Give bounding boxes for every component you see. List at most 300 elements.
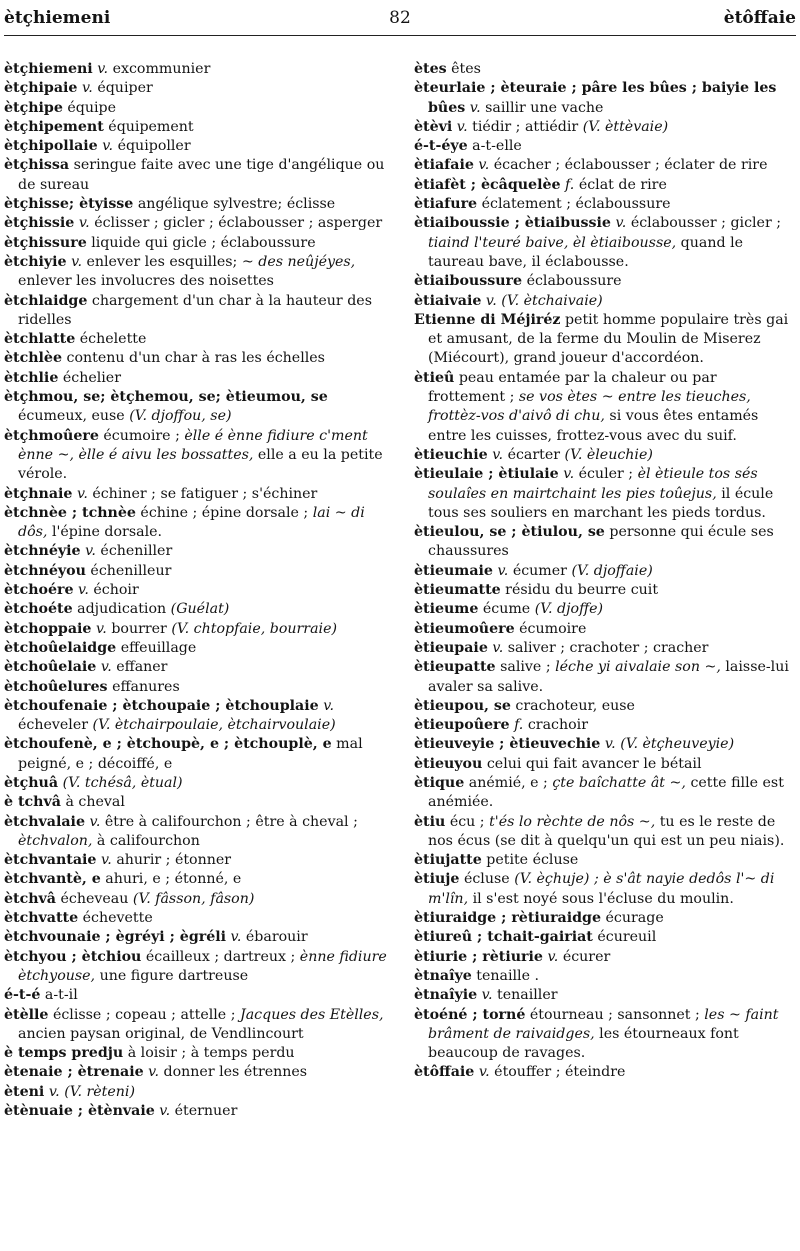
definition: écarter [507,446,561,463]
dictionary-entry [4,928,392,947]
dictionary-entry [4,1006,392,1045]
dictionary-entry [414,60,794,79]
definition: crachoir [527,717,588,734]
headword: ètiuraidge ; rètiuraidge [414,910,602,927]
translation: elle a eu la petite vérole. [18,446,383,483]
grammar-label: v. [85,543,96,560]
dictionary-entry [4,562,392,581]
definition: éternuer [174,1103,238,1120]
headword: ètchnéyou [4,562,86,579]
dictionary-entry [414,562,794,581]
dictionary-entry [4,870,392,889]
grammar-label: v. [71,253,82,270]
dictionary-entry [414,986,794,1005]
dictionary-entry [4,504,392,543]
definition: petit homme populaire très gai et amusant, de la ferme du Moulin de Miserez (Miécourt), grand joueur d'accordéon. [428,311,789,367]
definition: effanures [112,678,180,695]
dictionary-entry [414,967,794,986]
headword: ètieupatte [414,659,496,676]
dictionary-entry [4,793,392,812]
grammar-label: v. [100,852,112,869]
headword: ètçhmoûere [4,427,99,444]
definition: ahurir ; étonner [116,852,232,869]
headword: ètieulaie ; ètiulaie [414,466,559,483]
headword: Etienne di Méjiréz [414,311,561,328]
headword: ètiafaie [414,157,474,174]
definition: éculer ; [578,466,634,483]
definition: seringue faite avec une tige d'angélique ou de sureau [18,157,385,193]
example: (V. fâsson, fâson) [132,890,255,907]
headword: ètchvâ [4,890,56,907]
definition: petite écluse [486,852,579,869]
headword: é-t-éye [414,138,468,155]
definition: écheveau [60,890,129,907]
dictionary-entry [4,1083,392,1102]
headword: ètieupou, se [414,697,511,714]
dictionary-entry [414,658,794,697]
dictionary-entry [4,60,392,79]
definition: saliver ; crachoter ; cracher [507,639,709,656]
example: ~ des neûjéyes, [241,253,356,270]
definition: à loisir ; à temps perdu [127,1045,295,1062]
dictionary-entry [414,755,794,774]
dictionary-entry [414,465,794,523]
dictionary-entry [414,369,794,446]
example: se vos ètes ~ entre les tieuches, frottèz-vos d'aivô di chu, [428,389,751,425]
dictionary-entry [4,369,392,388]
headword: ètçhissa [4,157,70,174]
definition: écurage [605,910,664,927]
grammar-label: v. [78,215,90,232]
definition: a-t-il [44,987,78,1004]
dictionary-entry [4,349,392,368]
grammar-label: v. [547,948,559,965]
definition: excommunier [112,61,211,77]
headword: ètiaiboussure [414,273,523,290]
example: ètchvalon, [18,832,93,849]
headword: ètçhissure [4,234,87,251]
headword: ètieupoûere [414,717,510,734]
example: (V. djoffe) [534,601,604,618]
definition: échelier [62,369,121,386]
headword: ètes [414,61,447,77]
definition: échevette [82,910,153,927]
dictionary-entry [414,928,794,947]
dictionary-entry [414,311,794,369]
dictionary-entry [4,214,392,233]
headword: ètiaivaie [414,292,482,309]
definition: écumer [512,562,567,579]
dictionary-entry [4,388,392,427]
headword: ètieumoûere [414,620,515,637]
example: Jacques des Etèlles, [240,1006,384,1023]
left-column [4,60,392,1121]
example: lai ~ di dôs, [18,504,365,541]
dictionary-entry [4,485,392,504]
grammar-label: v. [100,659,112,676]
dictionary-entry [414,272,794,291]
definition: être à califourchon ; être à cheval ; [104,813,358,830]
definition: ébarouir [245,929,308,946]
definition: écumoire ; [103,427,180,444]
headword: ètieulou, se ; ètiulou, se [414,524,605,541]
definition: éclaboussure [526,273,622,290]
example: léche yi aivalaie son ~, [555,659,721,676]
definition: mal peigné, e ; décoiffé, e [18,736,363,772]
grammar-label: v. [97,61,109,77]
dictionary-entry [414,1063,794,1082]
example: (V. rèteni) [64,1083,135,1100]
dictionary-entry [414,620,794,639]
example: (V. djoffou, se) [129,408,232,425]
headword: ètiuje [414,871,460,888]
grammar-label: v. [78,582,89,599]
definition: enlever les esquilles; [86,253,238,270]
definition: écu ; [449,813,485,830]
example: (Guélat) [170,601,230,618]
example: les ~ faint brâment de raivaidges, [428,1006,779,1042]
headword: èteurlaie ; èteuraie ; pâre les bûes ; baiyie les bûes [414,80,777,116]
headword: ètçhuâ [4,774,59,791]
definition: équiper [97,80,153,97]
translation: cette fille est anémiée. [428,774,784,811]
dictionary-entry [4,99,392,118]
grammar-label: v. [159,1103,171,1120]
definition: écureuil [597,929,657,946]
definition: ahuri, e ; étonné, e [105,871,242,888]
grammar-label: v. [148,1064,160,1081]
headword: ètçhisse; ètyisse [4,196,134,213]
headword: ètchnèe ; tchnèe [4,504,136,521]
headword: ètchlèe [4,350,62,367]
dictionary-entry [4,678,392,697]
headword: ètçhipement [4,118,104,135]
definition: peau entamée par la chaleur ou par frottement ; [428,369,717,406]
example: t'és lo rèchte de nôs ~, [489,813,656,830]
grammar-label: v. [563,466,575,483]
dictionary-entry [4,137,392,156]
headword: ètôffaie [414,1064,475,1081]
headword: ètnaîye [414,967,472,984]
dictionary-entry [4,909,392,928]
headword: ètieuyou [414,755,483,772]
headword: ètçhipaie [4,80,78,97]
translation: il écule tous ses souliers en marchant les pieds tordus. [428,485,774,521]
definition: contenu d'un char à ras les échelles [66,350,325,367]
dictionary-entry [414,735,794,754]
headword: ètieume [414,601,479,618]
headword: ètchnéyie [4,543,81,560]
definition: écumeux, euse [18,408,125,425]
grammar-label: f. [565,176,575,193]
page-number: 82 [389,8,411,28]
translation: laisse-lui avaler sa salive. [428,659,789,695]
definition: éclatement ; éclaboussure [481,196,671,213]
definition: tenailler [497,987,558,1004]
headword: ètènuaie ; ètènvaie [4,1103,155,1120]
definition: celui qui fait avancer le bétail [486,755,702,772]
definition: éclisser ; gicler ; éclabousser ; asperger [94,215,383,232]
dictionary-entry [414,870,794,909]
headword: ètchvounaie ; ègréyi ; ègréli [4,929,227,946]
definition: écume [482,601,531,618]
headword: ètchoéte [4,601,73,618]
headword: ètiujatte [414,852,482,869]
definition: écacher ; éclabousser ; éclater de rire [493,157,768,174]
grammar-label: v. [492,446,504,463]
headword: ètchlatte [4,331,76,348]
dictionary-entry [4,658,392,677]
headword: ètchvatte [4,910,79,927]
headword: ètieumaie [414,562,493,579]
dictionary-entry [414,851,794,870]
grammar-label: v. [102,138,114,155]
dictionary-entry [414,813,794,852]
definition: êtes [451,61,481,77]
header-last-headword: ètôffaie [723,8,796,28]
dictionary-entry [414,176,794,195]
grammar-label: v. [485,292,497,309]
definition: échoir [93,582,139,599]
grammar-label: v. [230,929,242,946]
dictionary-entry [4,735,392,774]
headword: è tchvâ [4,794,61,811]
grammar-label: v. [492,639,504,656]
translation: les étourneaux font beaucoup de ravages. [428,1025,739,1062]
definition: effaner [116,659,168,676]
right-column [414,60,794,1083]
translation: ancien paysan original, de Vendlincourt [18,1025,304,1042]
headword: ètiureû ; tchait-gairiat [414,929,593,946]
definition: équipoller [117,138,191,155]
dictionary-entry [4,118,392,137]
headword: ètiafure [414,196,478,213]
definition: crachoteur, euse [515,697,635,714]
definition: a-t-elle [472,138,522,155]
headword: ètnaîyie [414,987,478,1004]
headword: ètchoppaie [4,620,92,637]
grammar-label: v. [456,118,468,135]
dictionary-entry [414,292,794,311]
definition: tiédir ; attiédir [472,118,579,135]
dictionary-entry [4,600,392,619]
headword: ètçhnaie [4,485,73,502]
example: tiaind l'teuré baive, èl ètiaibousse, [428,234,677,251]
header-rule [4,35,796,36]
definition: écailleux ; dartreux ; [145,948,296,965]
dictionary-entry [414,1006,794,1064]
header-first-headword: ètçhiemeni [4,8,111,28]
dictionary-entry [4,427,392,485]
dictionary-entry [414,137,794,156]
headword: ètieupaie [414,639,488,656]
definition: échenilleur [90,562,172,579]
page-header [4,6,796,34]
grammar-label: v. [604,736,616,753]
dictionary-entry [4,234,392,253]
example: (V. djoffaie) [571,562,653,579]
definition: angélique sylvestre; éclisse [137,196,336,213]
translation: il s'est noyé sous l'écluse du moulin. [472,890,734,907]
headword: ètiafèt ; ècâquelèe [414,176,561,193]
headword: ètèlle [4,1006,49,1023]
translation: si vous êtes entamés entre les cuisses, frottez-vous avec du suif. [428,408,759,444]
headword: è temps predju [4,1045,124,1062]
headword: ètieû [414,369,455,386]
definition: étouffer ; éteindre [494,1064,626,1081]
definition: bourrer [111,620,167,637]
dictionary-entry [414,118,794,137]
headword: èteni [4,1083,45,1100]
dictionary-entry [4,986,392,1005]
definition: équipement [108,118,194,135]
definition: à cheval [65,794,125,811]
translation: une figure dartreuse [99,967,249,984]
headword: ètçhiemeni [4,61,93,77]
dictionary-entry [414,716,794,735]
grammar-label: v. [478,1064,490,1081]
dictionary-entry [4,813,392,852]
headword: ètchvantè, e [4,871,101,888]
grammar-label: v. [81,80,93,97]
definition: éclabousser ; gicler ; [630,215,782,232]
dictionary-entry [4,851,392,870]
headword: ètçhissie [4,215,75,232]
translation: tu es le reste de nos écus (se dit à quelqu'un qui est un peu niais). [428,813,785,849]
example: (V. èttèvaie) [582,118,669,135]
dictionary-entry [414,600,794,619]
definition: chargement d'un char à la hauteur des ridelles [18,292,372,328]
dictionary-entry [4,195,392,214]
dictionary-entry [4,1044,392,1063]
translation: enlever les involucres des noisettes [18,273,274,290]
dictionary-entry [4,620,392,639]
definition: écheniller [100,543,173,560]
definition: écheveler [18,717,89,734]
dictionary-entry [414,523,794,562]
definition: anémié, e ; [468,774,548,791]
dictionary-entry [4,292,392,331]
dictionary-entry [414,156,794,175]
headword: ètçhipe [4,99,63,116]
definition: éclat de rire [578,176,667,193]
definition: personne qui écule ses chaussures [428,524,774,560]
headword: ètèvi [414,118,453,135]
definition: adjudication [77,601,167,618]
dictionary-entry [4,639,392,658]
grammar-label: v. [497,562,509,579]
headword: ètiaiboussie ; ètiaibussie [414,215,611,232]
headword: ètique [414,774,465,791]
dictionary-entry [414,639,794,658]
dictionary-entry [414,948,794,967]
headword: ètchoûelures [4,678,108,695]
headword: ètchiyie [4,253,67,270]
translation: l'épine dorsale. [51,524,163,541]
grammar-label: v. [76,485,88,502]
dictionary-entry [4,330,392,349]
definition: échine ; épine dorsale ; [140,504,309,521]
dictionary-entry [4,697,392,736]
grammar-label: v. [615,215,627,232]
headword: ètchoûelaidge [4,639,117,656]
headword: ètoéné ; torné [414,1006,526,1023]
grammar-label: v. [95,620,107,637]
headword: ètchoére [4,582,74,599]
grammar-label: v. [89,813,101,830]
example: (V. ètchaivaie) [501,292,603,309]
definition: donner les étrennes [163,1064,308,1081]
dictionary-entry [4,253,392,292]
translation: à califourchon [96,832,200,849]
headword: ètieumatte [414,582,501,599]
definition: écluse [463,871,510,888]
dictionary-entry [4,156,392,195]
dictionary-entry [414,581,794,600]
example: (V. chtopfaie, bourraie) [171,620,338,637]
headword: ètchoufenaie ; ètchoupaie ; ètchouplaie [4,697,319,714]
grammar-label: v. [478,157,490,174]
definition: effeuillage [120,639,197,656]
dictionary-entry [414,774,794,813]
headword: é-t-é [4,987,41,1004]
dictionary-entry [414,79,794,118]
example: (V. èçhuje) ; è s'ât nayie dedôs l'~ di m'lîn, [428,871,775,907]
example: (V. tchésâ, ètual) [62,774,183,791]
dictionary-entry [414,446,794,465]
definition: résidu du beurre cuit [505,582,659,599]
example: çte baîchatte ât ~, [552,774,686,791]
definition: échiner ; se fatiguer ; s'échiner [92,485,318,502]
example: èl ètieule tos sés soulaîes en mairtchaint les pies toûejus, [428,466,758,502]
headword: ètchyou ; ètchiou [4,948,142,965]
headword: ètenaie ; ètrenaie [4,1064,144,1081]
dictionary-entry [4,1102,392,1121]
dictionary-entry [414,697,794,716]
headword: ètchlaidge [4,292,88,309]
headword: ètçhmou, se; ètçhemou, se; ètieumou, se [4,389,328,406]
dictionary-entry [4,774,392,793]
definition: liquide qui gicle ; éclaboussure [91,234,316,251]
definition: écumoire [519,620,587,637]
dictionary-entry [4,79,392,98]
grammar-label: v. [481,987,493,1004]
definition: salive ; [500,659,551,676]
headword: ètieuveyie ; ètieuvechie [414,736,601,753]
definition: équipe [67,99,117,116]
dictionary-entry [4,1063,392,1082]
grammar-label: v. [323,697,335,714]
dictionary-entry [4,948,392,987]
headword: ètiurie ; rètiurie [414,948,543,965]
headword: ètchvalaie [4,813,85,830]
grammar-label: v. [48,1083,60,1100]
grammar-label: v. [469,99,481,116]
example: èlle é ènne fidiure c'ment ènne ~, èlle é aivu les bossattes, [18,427,368,463]
definition: écurer [562,948,611,965]
headword: ètçhipollaie [4,138,98,155]
example: ènne fidiure ètchyouse, [18,948,387,984]
dictionary-entry [414,909,794,928]
headword: ètchlie [4,369,59,386]
example: (V. ètchairpoulaie, ètchairvoulaie) [92,717,336,734]
headword: ètchoufenè, e ; ètchoupè, e ; ètchouplè, e [4,736,332,753]
headword: ètchvantaie [4,852,97,869]
headword: ètieuchie [414,446,488,463]
headword: ètiu [414,813,446,830]
dictionary-entry [414,214,794,272]
dictionary-entry [4,581,392,600]
